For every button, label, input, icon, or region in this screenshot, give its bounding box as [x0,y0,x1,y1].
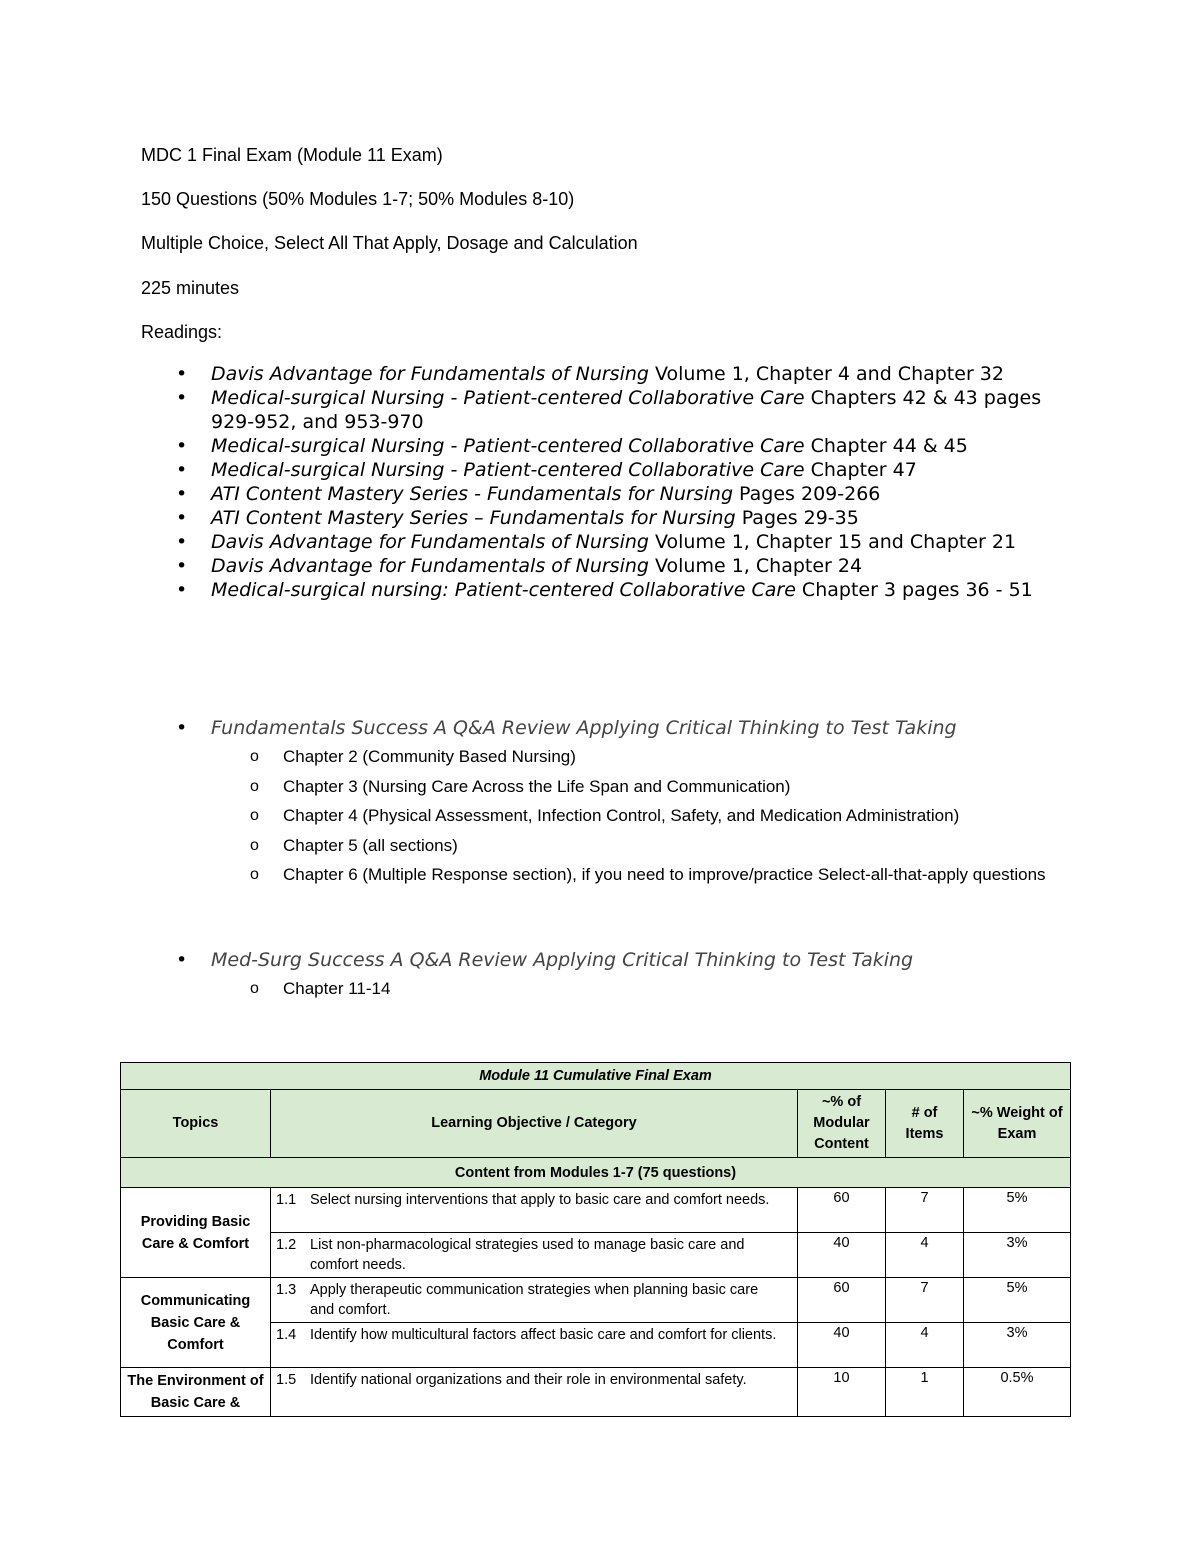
objective-cell [271,1278,798,1323]
objective-number: 1.5 [276,1372,297,1388]
content-cell: 10 [798,1368,886,1417]
items-cell: 7 [886,1278,964,1323]
question-count: 150 Questions (50% Modules 1-7; 50% Modules 8-10) [141,189,575,209]
reading-item [176,434,1056,458]
items-cell: 1 [886,1368,964,1417]
reading-detail: Chapter 47 [804,459,917,481]
qa-book-item [176,714,1076,890]
objective-number: 1.2 [276,1237,297,1253]
reading-detail: Volume 1, Chapter 4 and Chapter 32 [648,363,1004,385]
reading-detail: Volume 1, Chapter 15 and Chapter 21 [648,531,1017,553]
table-row [121,1188,1071,1233]
reading-book: Davis Advantage for Fundamentals of Nursing [211,555,649,577]
header-topics: Topics [121,1090,271,1158]
reading-detail: Pages 209-266 [733,483,881,505]
objective-number: 1.1 [276,1192,297,1208]
items-cell: 4 [886,1233,964,1278]
objective-text: Apply therapeutic communication strategies when planning basic care and comfort. [310,1282,759,1318]
chapter-list [211,742,1076,890]
reading-book: Medical-surgical Nursing - Patient-centered Collaborative Care [211,459,805,481]
exam-blueprint-table [120,1062,1071,1417]
objective-cell [271,1188,798,1233]
header-content: ~% of Modular Content [798,1090,886,1158]
items-cell: 4 [886,1323,964,1368]
objective-cell [271,1233,798,1278]
question-format: Multiple Choice, Select All That Apply, Dosage and Calculation [141,233,638,253]
weight-cell: 0.5% [964,1368,1071,1417]
reading-book: Medical-surgical Nursing - Patient-centered Collaborative Care [211,435,805,457]
content-cell: 40 [798,1233,886,1278]
qa-book-list [176,714,1076,890]
topic-cell: Communicating Basic Care & Comfort [121,1278,271,1368]
qa-book-list [176,946,1076,1004]
chapter-item: o Chapter 5 (all sections) [176,831,1076,861]
reading-detail: Chapter 3 pages 36 - 51 [795,579,1033,601]
objective-number: 1.3 [276,1282,297,1298]
header-objective: Learning Objective / Category [271,1090,798,1158]
items-cell: 7 [886,1188,964,1233]
chapter-list [211,974,1076,1004]
reading-book: Medical-surgical nursing: Patient-centered Collaborative Care [211,579,796,601]
weight-cell: 3% [964,1233,1071,1278]
content-cell: 40 [798,1323,886,1368]
weight-cell: 5% [964,1278,1071,1323]
chapter-item: o Chapter 6 (Multiple Response section), if you need to improve/practice Select-all-that-apply questions [176,860,1076,890]
content-cell: 60 [798,1278,886,1323]
reading-item [176,482,1056,506]
objective-text: Identify national organizations and their role in environmental safety. [310,1372,747,1388]
qa-book-item [176,946,1076,1004]
qa-book-title: Med-Surg Success A Q&A Review Applying Critical Thinking to Test Taking [211,949,914,971]
objective-text: Identify how multicultural factors affect basic care and comfort for clients. [310,1327,777,1343]
header-items: # of Items [886,1090,964,1158]
readings-list [176,362,1056,602]
objective-cell [271,1368,798,1417]
weight-cell: 3% [964,1323,1071,1368]
reading-item [176,530,1056,554]
chapter-item: o Chapter 11-14 [176,974,1076,1004]
readings-label: Readings: [141,322,223,342]
reading-item [176,362,1056,386]
reading-detail: Volume 1, Chapter 24 [648,555,863,577]
weight-cell: 5% [964,1188,1071,1233]
reading-item [176,386,1056,434]
section-header: Content from Modules 1-7 (75 questions) [121,1158,1071,1188]
reading-book: ATI Content Mastery Series – Fundamentals for Nursing [211,507,736,529]
topic-cell: Providing Basic Care & Comfort [121,1188,271,1278]
topic-cell: The Environment of Basic Care & [121,1368,271,1417]
reading-book: ATI Content Mastery Series - Fundamentals for Nursing [211,483,734,505]
reading-item [176,578,1056,602]
table-row [121,1278,1071,1323]
reading-item [176,506,1056,530]
table-row [121,1368,1071,1417]
reading-book: Medical-surgical Nursing - Patient-centered Collaborative Care [211,387,805,409]
reading-book: Davis Advantage for Fundamentals of Nursing [211,531,649,553]
objective-text: Select nursing interventions that apply to basic care and comfort needs. [310,1192,770,1208]
objective-number: 1.4 [276,1327,297,1343]
reading-book: Davis Advantage for Fundamentals of Nursing [211,363,649,385]
reading-detail: Chapters 42 & 43 pages 929-952, and 953-970 [211,387,1042,433]
reading-item [176,458,1056,482]
exam-title: MDC 1 Final Exam (Module 11 Exam) [141,145,443,165]
objective-cell [271,1323,798,1368]
reading-detail: Chapter 44 & 45 [804,435,968,457]
exam-duration: 225 minutes [141,278,240,298]
content-cell: 60 [798,1188,886,1233]
objective-text: List non-pharmacological strategies used to manage basic care and comfort needs. [310,1237,745,1273]
table-title: Module 11 Cumulative Final Exam [121,1063,1071,1090]
qa-book-title: Fundamentals Success A Q&A Review Applying Critical Thinking to Test Taking [211,717,957,739]
reading-detail: Pages 29-35 [735,507,859,529]
chapter-item: o Chapter 4 (Physical Assessment, Infection Control, Safety, and Medication Administration) [176,801,1076,831]
chapter-item: o Chapter 2 (Community Based Nursing) [176,742,1076,772]
header-weight: ~% Weight of Exam [964,1090,1071,1158]
reading-item [176,554,1056,578]
chapter-item: o Chapter 3 (Nursing Care Across the Life Span and Communication) [176,772,1076,802]
